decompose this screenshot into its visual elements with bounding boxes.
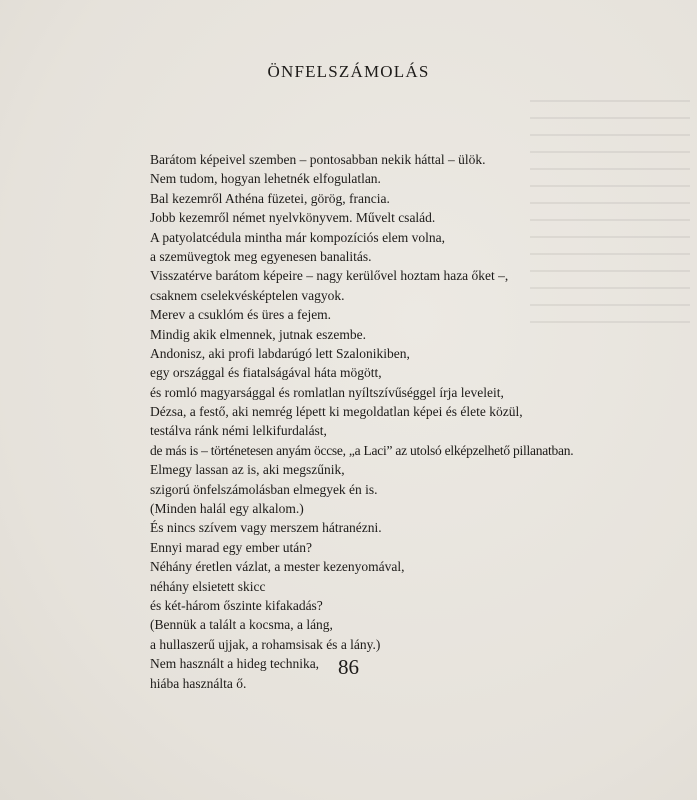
poem-line: Bal kezemről Athéna füzetei, görög, francia.: [150, 190, 390, 206]
poem-line: egy országgal és fiatalságával háta mögött,: [150, 365, 382, 381]
poem-line: Visszatérve barátom képeire – nagy kerülővel hoztam haza őket –,: [150, 268, 509, 284]
poem-line: a szemüvegtok meg egyenesen banalitás.: [150, 248, 372, 264]
poem-line: és romló magyarsággal és romlatlan nyíltszívűséggel írja leveleit,: [150, 384, 504, 400]
poem-line: Mindig akik elmennek, jutnak eszembe.: [150, 326, 366, 342]
poem-title: ÖNFELSZÁMOLÁS: [267, 62, 430, 81]
poem-line: A patyolatcédula mintha már kompozíciós elem volna,: [150, 229, 446, 245]
poem-line: Dézsa, a festő, aki nemrég lépett ki megoldatlan képei és élete közül,: [150, 404, 523, 420]
poem-line: (Bennük a talált a kocsma, a láng,: [150, 617, 333, 633]
poem-line: Andonisz, aki profi labdarúgó lett Szalonikiben,: [150, 345, 410, 361]
poem-line: (Minden halál egy alkalom.): [150, 501, 304, 517]
poem-line: Elmegy lassan az is, aki megszűnik,: [150, 462, 345, 478]
poem-line: Ennyi marad egy ember után?: [150, 539, 312, 555]
poem-line: Nem használt a hideg technika,: [150, 656, 320, 672]
poem-line: a hullaszerű ujjak, a rohamsisak és a lány.): [150, 636, 381, 652]
poem-line: szigorú önfelszámolásban elmegyek én is.: [150, 481, 378, 497]
poem-line: Nem tudom, hogyan lehetnék elfogulatlan.: [150, 171, 381, 187]
poem-line: testálva ránk némi lelkifurdalást,: [150, 423, 327, 439]
poem-line: hiába használta ő.: [150, 675, 247, 691]
poem-line: csaknem cselekvésképtelen vagyok.: [150, 287, 345, 303]
poem-line: Jobb kezemről német nyelvkönyvem. Művelt család.: [150, 210, 436, 226]
page-number: 86: [338, 655, 359, 679]
poem-line: Merev a csuklóm és üres a fejem.: [150, 307, 332, 323]
poem-line: És nincs szívem vagy merszem hátranézni.: [150, 520, 382, 536]
poem-body: [150, 150, 690, 693]
poem-line: de más is – történetesen anyám öccse, „a Laci” az utolsó elképzelhető pillanatban.: [150, 442, 574, 458]
poem-line: és két-három őszinte kifakadás?: [150, 597, 323, 613]
poem-line: Barátom képeivel szemben – pontosabban nekik háttal – ülök.: [150, 152, 486, 167]
poem-line: Néhány éretlen vázlat, a mester kezenyomával,: [150, 559, 405, 575]
poem-line: néhány elsietett skicc: [150, 578, 266, 594]
